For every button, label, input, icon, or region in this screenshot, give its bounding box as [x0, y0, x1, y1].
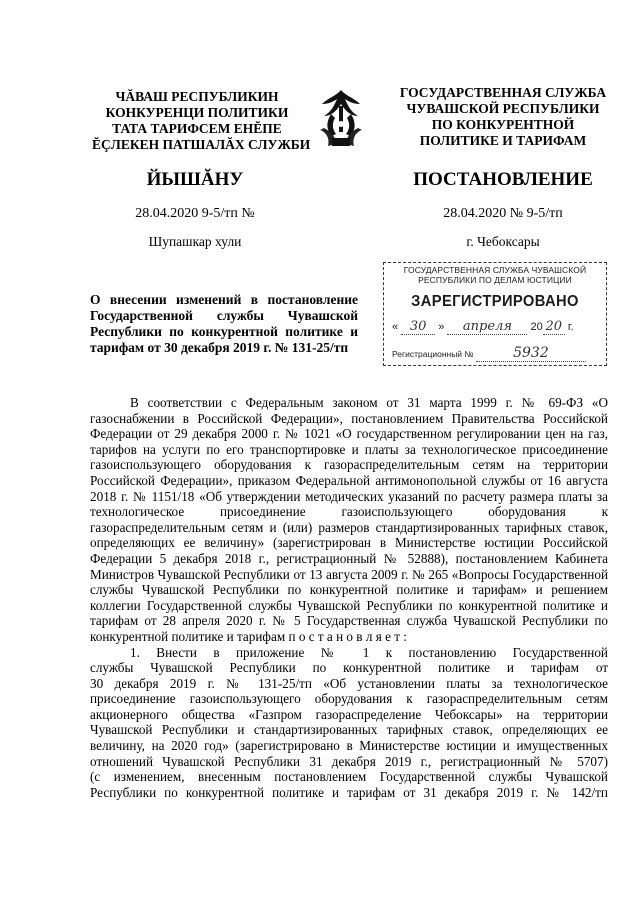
document-type-russian: ПОСТАНОВЛЕНИЕ — [413, 169, 593, 190]
stamp-reg-number: 5932 — [476, 345, 586, 362]
stamp-date — [392, 319, 600, 335]
stamp-year-prefix: 20 — [530, 321, 543, 333]
stamp-org-line: РЕСПУБЛИКИ ПО ДЕЛАМ ЮСТИЦИИ — [418, 275, 572, 285]
body-line: 1. Внести в приложение № 1 к постановлению Государственной — [130, 644, 608, 660]
document-date-number-chuvash: 28.04.2020 9-5/тп № — [135, 206, 255, 221]
coat-of-arms-emblem — [306, 84, 376, 154]
place-russian: г. Чебоксары — [466, 234, 540, 249]
body-line: газораспределительным сетям и (или) размеров стандартизированных тарифных ставок, — [90, 519, 608, 535]
stamp-reg-label: Регистрационный № — [392, 349, 474, 359]
stamp-quote-close: » — [438, 321, 445, 333]
subject-line: О внесении изменений в постановление — [90, 292, 358, 307]
document-type-chuvash: ЙЫШĂНУ — [146, 169, 244, 190]
body-line: присоединение газоиспользующего оборудования к газораспределительным сетям — [90, 691, 608, 707]
stamp-quote-open: « — [392, 321, 399, 333]
body-line: коллегии Государственной службы Чувашской Республики по конкурентной политике и — [90, 597, 608, 613]
body-line: Российской Федерации», приказом Федеральной антимонопольной службы от 16 августа — [90, 472, 608, 488]
body-line: акционерного общества «Газпром газораспределение Чебоксары» на территории — [90, 706, 608, 722]
subject-line: тарифам от 30 декабря 2019 г. № 131-25/тп — [90, 340, 349, 355]
document-date-number-russian: 28.04.2020 № 9-5/тп — [443, 206, 563, 221]
registration-stamp — [383, 262, 607, 366]
body-line: Республики по конкурентной политике и тарифам от 31 декабря 2019 г. № 142/тп — [90, 784, 608, 800]
body-line: Чувашской Республики и стандартизированных тарифных ставок, определяющих ее — [90, 722, 608, 738]
body-line: В соответствии с Федеральным законом от 31 марта 1999 г. № 69-ФЗ «О — [130, 395, 608, 410]
body-line: службы Чувашской Республики по конкурентной политике и тарифам от — [90, 660, 608, 676]
body-line: определяющих ее величину» (зарегистрирован в Министерстве юстиции Российской — [90, 535, 608, 551]
body-line: тарифов на услуги по его транспортировке и платы за технологическое присоединение — [90, 441, 608, 457]
body-line: отношений Чувашской Республики 31 декабря 2019 г., регистрационный № 5707) — [90, 753, 608, 769]
body-line: Федерации 5 декабря 2018 г., регистрационный № 52888), постановлением Кабинета — [90, 550, 608, 566]
header-org-russian-line: ГОСУДАРСТВЕННАЯ СЛУЖБА — [399, 85, 607, 100]
body-line: Федерации от 29 декабря 2000 г. № 1021 «О государственном регулировании цен на газ, — [90, 426, 608, 442]
subject-line: Республики по конкурентной политике и — [90, 324, 358, 339]
stamp-month: апреля — [447, 319, 527, 335]
header-org-russian-line: ПО КОНКУРЕНТНОЙ — [431, 117, 575, 132]
header-org-chuvash — [92, 89, 311, 153]
stamp-year-suffix: г. — [567, 321, 574, 333]
body-line: службы Чувашской Республики по конкурентной политике и тарифам» и решением — [90, 582, 608, 598]
header-org-russian — [398, 85, 608, 149]
stamp-organization — [384, 265, 606, 285]
document-subject — [90, 292, 358, 356]
stamp-registration-number — [392, 345, 600, 362]
body-line: 30 декабря 2019 г. № 131-25/тп «Об установлении платы за технологическое — [90, 675, 608, 691]
header-org-chuvash-line: ЧĂВАШ РЕСПУБЛИКИН — [115, 89, 279, 104]
body-line: величину, на 2020 год» (зарегистрировано в Министерстве юстиции и имущественных — [90, 738, 608, 754]
place-chuvash: Шупашкар хули — [148, 234, 242, 249]
subject-line: Государственной службы Чувашской — [90, 308, 358, 323]
stamp-registered-label: ЗАРЕГИСТРИРОВАНО — [411, 293, 579, 310]
body-line: газоснабжении в Российской Федерации», постановлением Правительства Российской — [90, 410, 608, 426]
header-org-chuvash-line: ĔÇЛЕКЕН ПАТШАЛĂХ СЛУЖБИ — [92, 137, 311, 152]
stamp-org-line: ГОСУДАРСТВЕННАЯ СЛУЖБА ЧУВАШСКОЙ — [403, 265, 587, 275]
header-org-chuvash-line: КОНКУРЕНЦИ ПОЛИТИКИ — [105, 105, 289, 120]
body-line: 2018 г. № 1151/18 «Об утверждении методических указаний по расчету размера платы за — [90, 488, 608, 504]
document-body — [90, 395, 608, 800]
header-org-chuvash-line: ТАТА ТАРИФСЕМ ЕНĔПЕ — [112, 121, 282, 136]
stamp-year: 20 — [543, 319, 565, 335]
body-line: технологическое присоединение газоиспользующего оборудования к — [90, 504, 608, 520]
body-line: тарифам от 28 апреля 2020 г. № 5 Государственная служба Чувашской Республики по — [90, 613, 608, 629]
stamp-day: 30 — [401, 319, 435, 335]
header-org-russian-line: ПОЛИТИКЕ И ТАРИФАМ — [419, 133, 587, 148]
body-line: конкурентной политике и тарифам п о с т а н о в л я е т : — [90, 628, 407, 644]
body-line: (с изменением, внесенным постановлением Государственной службы Чувашской — [90, 769, 608, 785]
header-org-russian-line: ЧУВАШСКОЙ РЕСПУБЛИКИ — [406, 101, 600, 116]
body-line: газоиспользующего оборудования к газораспределительным сетям на территории — [90, 457, 608, 473]
body-line: Министров Чувашской Республики от 13 августа 2009 г. № 265 «Вопросы Государственной — [90, 566, 608, 582]
